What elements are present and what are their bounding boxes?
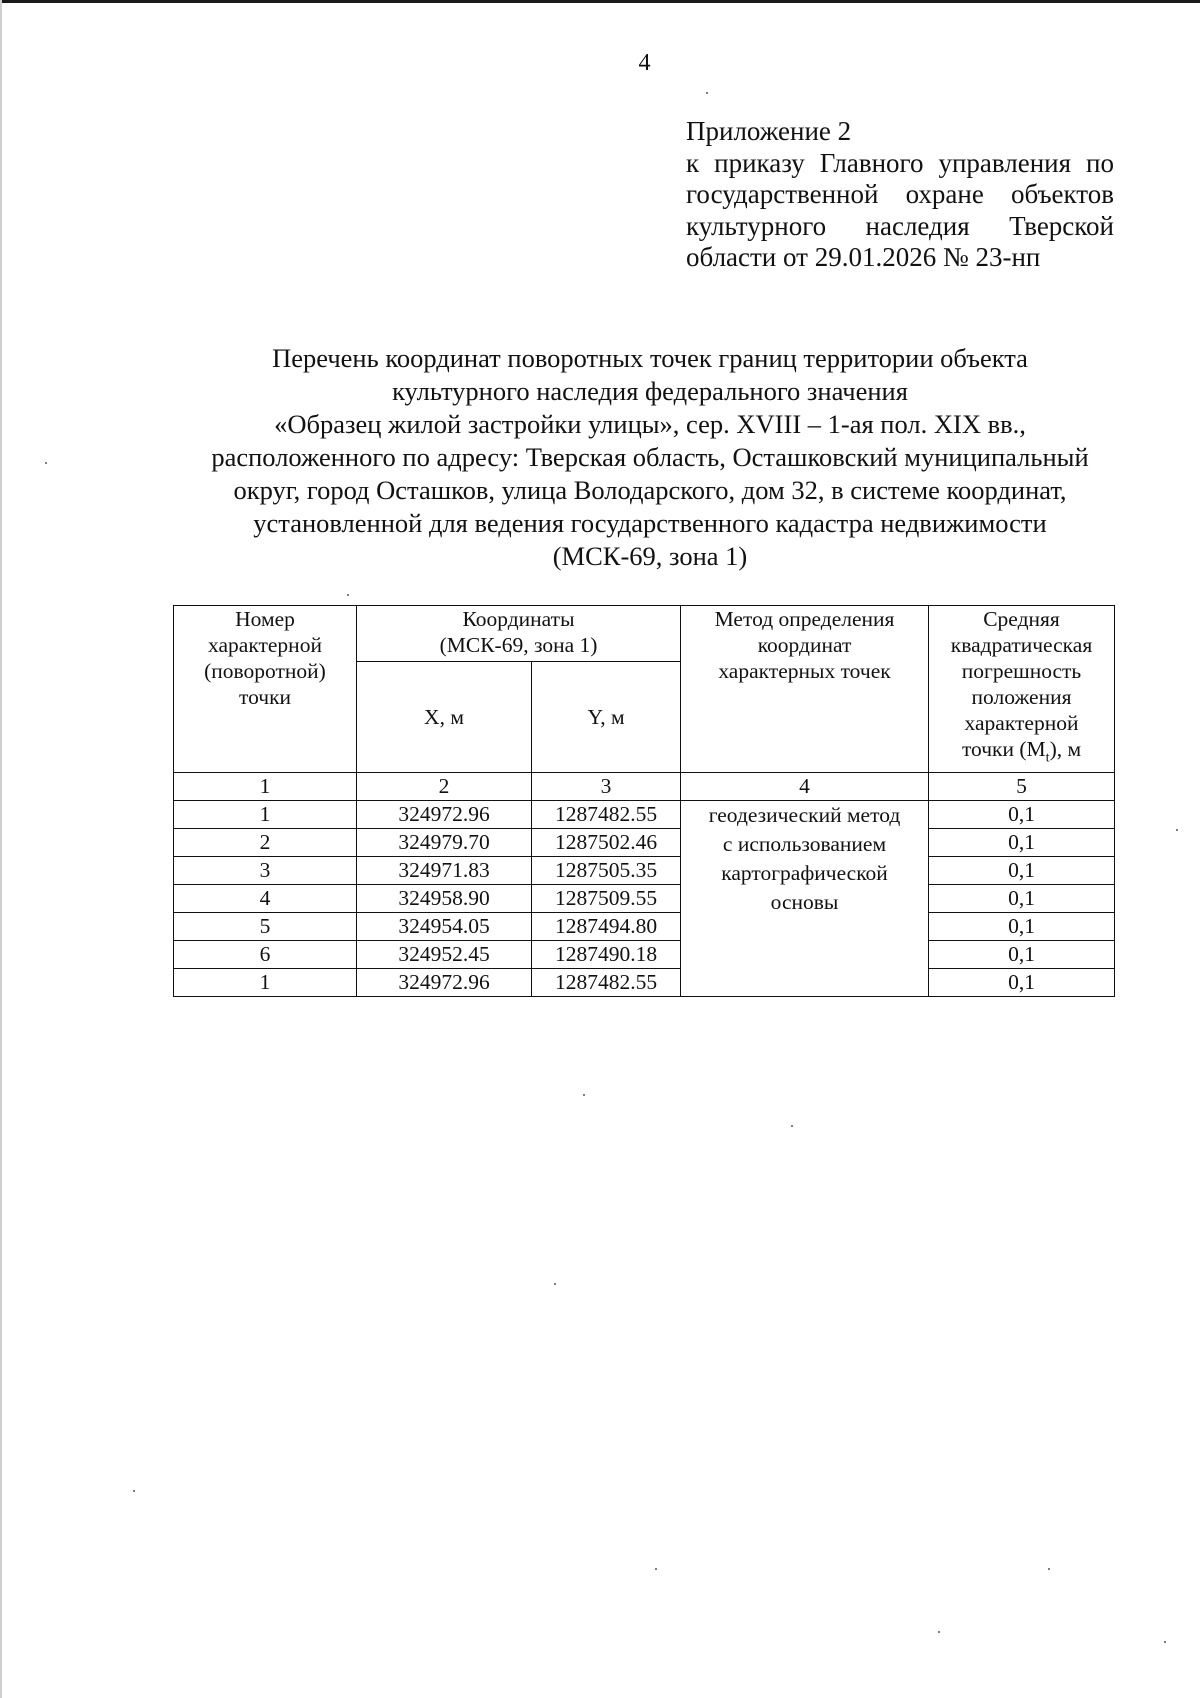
header-point-number: Номер характерной (поворотной) точки <box>174 606 357 773</box>
header-y: Y, м <box>532 662 681 773</box>
x-cell: 324972.96 <box>357 801 532 829</box>
y-cell: 1287505.35 <box>532 857 681 885</box>
scan-speck <box>583 1094 585 1096</box>
x-cell: 324972.96 <box>357 969 532 997</box>
error-cell: 0,1 <box>929 857 1115 885</box>
point-number-cell: 2 <box>174 829 357 857</box>
column-number: 2 <box>357 773 532 801</box>
title-line: Перечень координат поворотных точек границ территории объекта <box>272 343 1028 373</box>
title-line: установленной для ведения государственного кадастра недвижимости <box>253 508 1047 538</box>
appendix-line: культурного наследия Тверской <box>686 210 1114 241</box>
scan-edge-left <box>0 0 2 1698</box>
scan-speck <box>133 1490 135 1492</box>
header-mean-square-error: Средняя квадратическая погрешность положения характерной точки $(M_t)$, м <box>929 606 1115 773</box>
y-cell: 1287482.55 <box>532 801 681 829</box>
y-cell: 1287482.55 <box>532 969 681 997</box>
y-cell: 1287502.46 <box>532 829 681 857</box>
title-line: «Образец жилой застройки улицы», сер. XVIII – 1-ая пол. XIX вв., <box>274 409 1026 439</box>
header-x: X, м <box>357 662 532 773</box>
error-cell: 0,1 <box>929 969 1115 997</box>
title-line: (МСК-69, зона 1) <box>552 541 748 571</box>
coordinates-table <box>173 605 1115 997</box>
document-title <box>150 342 1150 573</box>
point-number-cell: 5 <box>174 913 357 941</box>
table-row <box>174 885 1115 913</box>
point-number-cell: 4 <box>174 885 357 913</box>
point-number-cell: 1 <box>174 801 357 829</box>
scan-speck <box>655 1568 657 1570</box>
column-number-row <box>174 773 1115 801</box>
x-cell: 324958.90 <box>357 885 532 913</box>
y-cell: 1287509.55 <box>532 885 681 913</box>
header-coordinates: Координаты (МСК-69, зона 1) <box>357 606 681 662</box>
scan-speck <box>45 462 47 464</box>
x-cell: 324954.05 <box>357 913 532 941</box>
x-cell: 324979.70 <box>357 829 532 857</box>
appendix-line: к приказу Главного управления по <box>686 147 1114 178</box>
header-method: Метод определения координат характерных точек <box>681 606 929 773</box>
method-cell: геодезический метод с использованием картографической основы <box>681 801 929 997</box>
error-cell: 0,1 <box>929 885 1115 913</box>
scan-speck <box>706 92 708 94</box>
appendix-line: государственной охране объектов <box>686 179 1114 209</box>
y-cell: 1287494.80 <box>532 913 681 941</box>
appendix-block <box>686 116 1114 274</box>
error-cell: 0,1 <box>929 801 1115 829</box>
title-line: округ, город Осташков, улица Володарского, дом 32, в системе координат, <box>233 475 1067 505</box>
title-line: культурного наследия федерального значения <box>392 376 908 406</box>
error-cell: 0,1 <box>929 941 1115 969</box>
y-cell: 1287490.18 <box>532 941 681 969</box>
x-cell: 324971.83 <box>357 857 532 885</box>
column-number: 4 <box>681 773 929 801</box>
scan-speck <box>347 594 349 596</box>
appendix-line: области от 29.01.2026 № 23-нп <box>686 242 1041 272</box>
column-number: 5 <box>929 773 1115 801</box>
column-number: 1 <box>174 773 357 801</box>
scan-edge-top <box>0 0 1200 3</box>
scan-speck <box>554 1283 556 1285</box>
point-number-cell: 1 <box>174 969 357 997</box>
table-row <box>174 969 1115 997</box>
error-cell: 0,1 <box>929 913 1115 941</box>
column-number: 3 <box>532 773 681 801</box>
scan-speck <box>938 1631 940 1633</box>
table-row <box>174 941 1115 969</box>
point-number-cell: 6 <box>174 941 357 969</box>
point-number-cell: 3 <box>174 857 357 885</box>
scan-speck <box>1048 1568 1050 1570</box>
error-cell: 0,1 <box>929 829 1115 857</box>
title-line: расположенного по адресу: Тверская область, Осташковский муниципальный <box>211 442 1089 472</box>
scan-speck <box>791 1125 793 1127</box>
table-row <box>174 913 1115 941</box>
table-row <box>174 857 1115 885</box>
x-cell: 324952.45 <box>357 941 532 969</box>
scan-speck <box>1164 1641 1166 1643</box>
table-row <box>174 829 1115 857</box>
table-row <box>174 801 1115 829</box>
appendix-line: Приложение 2 <box>686 116 852 146</box>
page-number: 4 <box>638 50 651 76</box>
scan-speck <box>1176 829 1178 831</box>
